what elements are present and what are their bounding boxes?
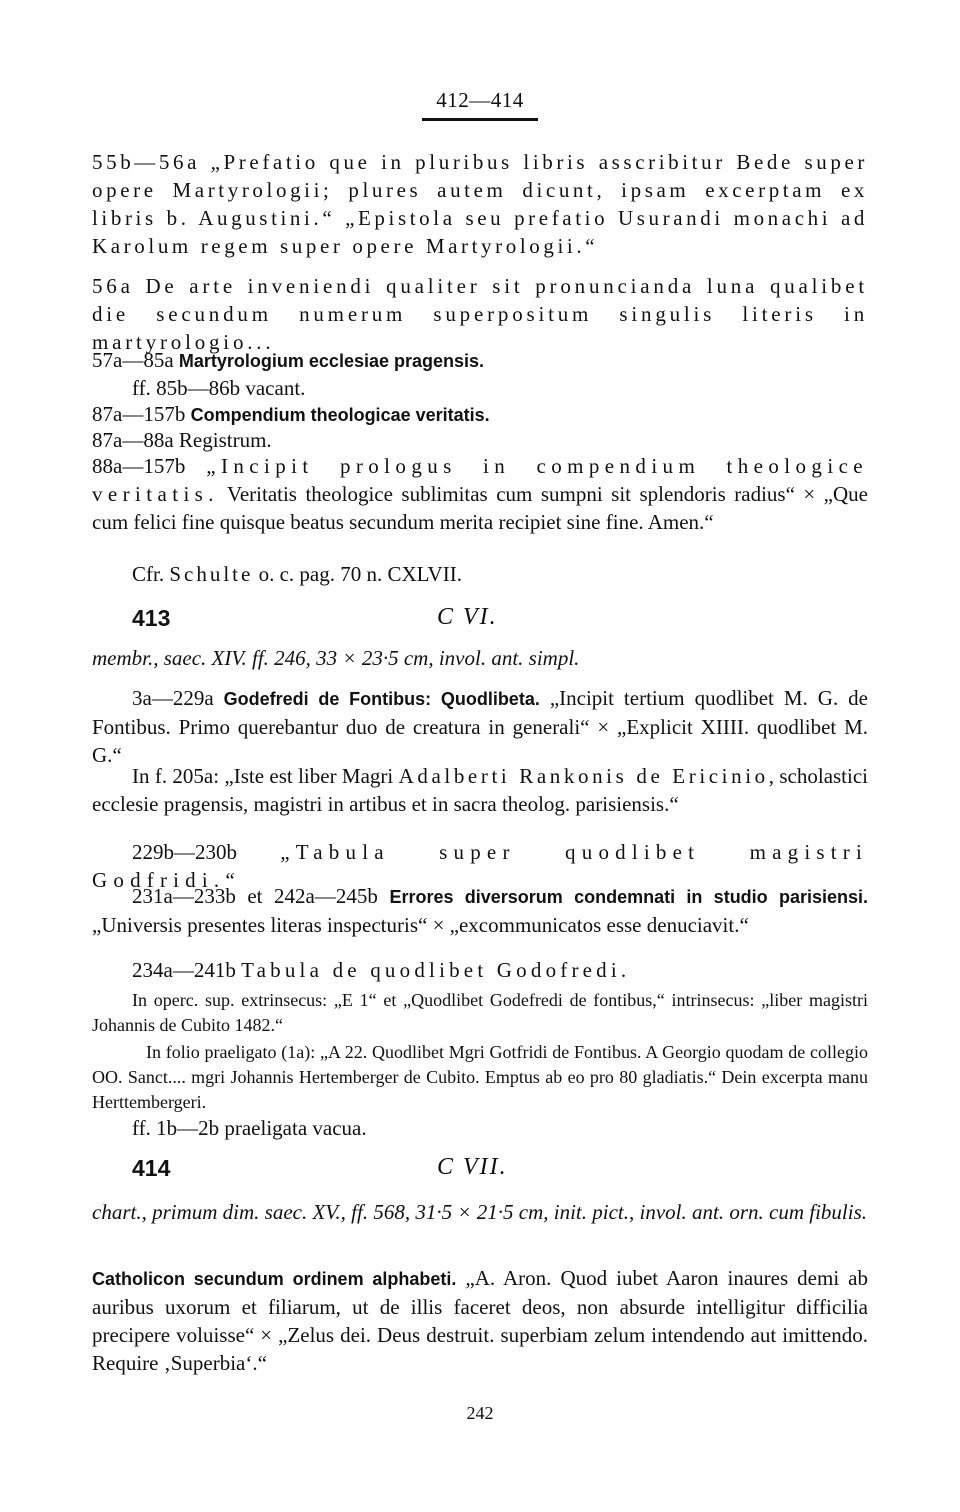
note-operculum: In operc. sup. extrinsecus: „E 1“ et „Quodlibet Godefredi de fontibus,“ intrinsecus: „liber magistri Johannis de Cubito 1482.“ (92, 990, 868, 1035)
author-spaced: Schulte (169, 562, 254, 586)
folio-ref: 229b—230b (132, 840, 237, 864)
incipit-text: „Incipit prologus in compendium theologice veritatis. (92, 454, 869, 506)
folio-ref: 231a—233b et 242a—245b (132, 884, 378, 908)
entry-text: „A. Aron. Quod iubet Aaron inaures demi ab auribus uxorum et filiarum, ut de illis faceret deos, non absurde intelligitur difficilia precipere voluisse“ × „Zelus dei. Deus destruit. superbiam zelum intendendo aut imittendo. Require ‚Superbia‘.“ (92, 1266, 868, 1375)
entry-text-spaced: Tabula de quodlibet Godofredi. (241, 958, 631, 982)
manuscript-number: 413 (132, 605, 171, 631)
entry-text: Veritatis theologice sublimitas cum sumpni sit splendoris radius“ × „Que cum felici fine quisque beatus secundum merita recipiet sine fine. Amen.“ (92, 482, 868, 534)
entry-text: In f. 205a: „Iste est liber Magri (132, 764, 394, 788)
entry-text: De arte inveniendi qualiter sit pronuncianda luna qualibet die secundum numerum superpositum singulis literis in martyrologio... (92, 274, 868, 354)
shelf-signature: C VI. (437, 604, 498, 630)
cfr-label: Cfr. (132, 562, 165, 586)
entry-title: Errores diversorum condemnati in studio parisiensi. (389, 887, 869, 907)
shelf-signature: C VII. (437, 1154, 508, 1180)
entry-text: Registrum. (178, 428, 272, 452)
entry-text: „Prefatio que in pluribus libris asscribitur Bede super opere Martyrologii; plures autem dicunt, ipsam excerptam ex libris b. Augustini.“ „Epistola seu prefatio Usurandi monachi ad Karolum regem super opere Martyrologii.“ (92, 150, 868, 258)
folio-ref: 55b—56a (92, 150, 201, 174)
entry-iste-est-liber (92, 762, 868, 818)
entry-text-spaced: „Tabula super quodlibet magistri Godfridi.“ (92, 840, 868, 892)
note-praeligata-vacua: ff. 1b—2b praeligata vacua. (132, 1116, 367, 1140)
entry-text: „Incipit tertium quodlibet M. G. de Fontibus. Primo querebantur duo de creatura in generali“ × „Explicit XIIII. quodlibet M. G.“ (92, 686, 868, 767)
manuscript-number: 414 (132, 1155, 171, 1181)
entry-title: Compendium theologicae veritatis. (190, 405, 490, 425)
entry-de-arte (92, 272, 868, 356)
entry-errores (92, 882, 868, 939)
entry-cfr (132, 560, 908, 588)
header-rule (422, 118, 538, 121)
entry-martyrologium (92, 346, 868, 375)
folio-ref: ff. 85b—86b (132, 376, 241, 400)
folio-ref: 234a—241b (132, 958, 236, 982)
entry-text: vacant. (245, 376, 306, 400)
entry-prefatio (92, 148, 868, 260)
folio-ref: 3a—229a (132, 686, 214, 710)
entry-text: o. c. pag. 70 n. CXLVII. (258, 562, 462, 586)
folio-ref: 56a (92, 274, 134, 298)
entry-compendium (92, 400, 868, 429)
manuscript-description: chart., primum dim. saec. XV., ff. 568, 31·5 × 21·5 cm, init. pict., invol. ant. orn. cum fibulis. (92, 1200, 867, 1224)
folio-ref: 87a—157b (92, 402, 186, 426)
page-number: 242 (466, 1403, 494, 1423)
folio-ref: 57a—85a (92, 348, 174, 372)
folio-ref: 87a—88a (92, 428, 174, 452)
entry-registrum (92, 426, 868, 454)
running-header: 412—414 (436, 88, 524, 112)
entry-catholicon (92, 1264, 868, 1377)
entry-text: „Universis presentes literas inspecturis“ × „excommunicatos esse denuciavit.“ (92, 913, 749, 937)
entry-quodlibeta (92, 684, 868, 769)
folio-ref: 88a—157b (92, 454, 186, 478)
entry-text: , scholastici ecclesie pragensis, magistri in artibus et in sacra theolog. parisiensis.“ (92, 764, 869, 816)
note-folio-praeligato: In folio praeligato (1a): „A 22. Quodlibet Mgri Gotfridi de Fontibus. A Georgio quodam de collegio OO. Sanct.... mgri Johannis Hertemberger de Cubito. Emptus ab eo pro 80 gladiatis.“ Dein excerpta manu Herttembergeri. (92, 1042, 868, 1112)
entry-vacant (132, 374, 908, 402)
entry-title: Catholicon secundum ordinem alphabeti. (92, 1269, 457, 1289)
entry-title: Godefredi de Fontibus: Quodlibeta. (223, 689, 540, 709)
entry-tabula-godofredi (92, 956, 868, 984)
manuscript-description: membr., saec. XIV. ff. 246, 33 × 23·5 cm, invol. ant. simpl. (92, 646, 580, 670)
name-spaced: Adalberti Rankonis de Ericinio (398, 764, 769, 788)
entry-title: Martyrologium ecclesiae pragensis. (178, 351, 485, 371)
entry-incipit-prologus (92, 452, 868, 536)
